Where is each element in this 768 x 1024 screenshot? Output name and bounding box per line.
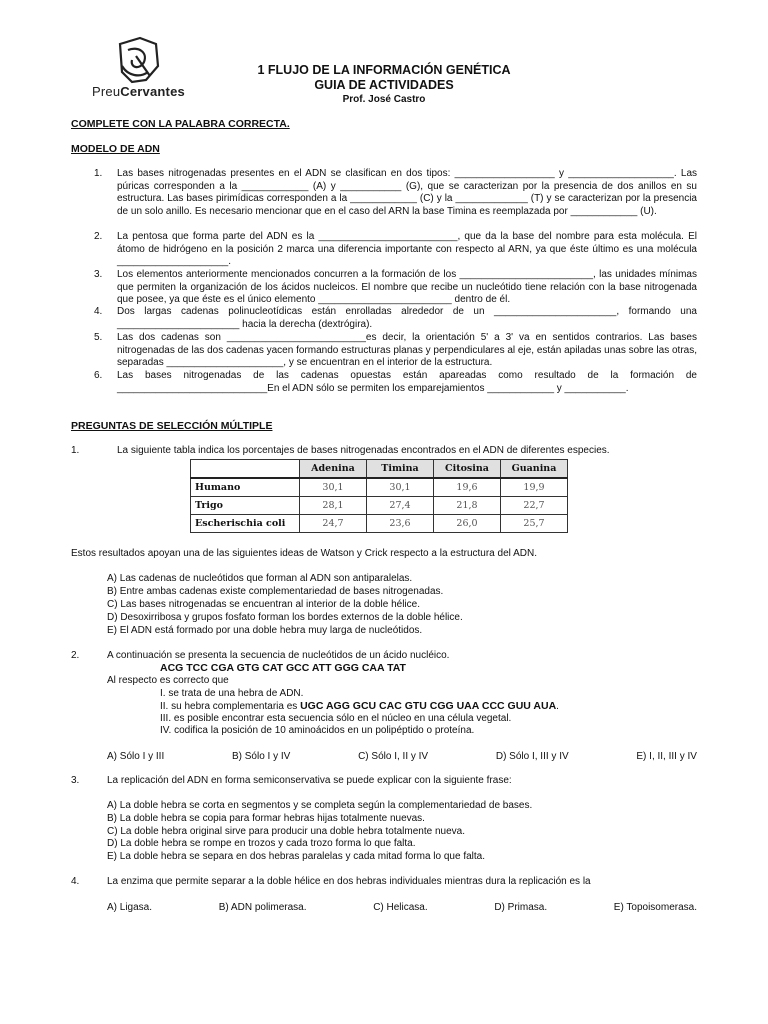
item-number: 5.	[94, 332, 103, 343]
answer-option: D) Primasa.	[494, 902, 548, 913]
logo-wordmark: PreuCervantes	[92, 84, 185, 99]
statement-2: II. su hebra complementaria es UGC AGG GCU CAC GTU CGG UAA CCC GUU AUA.	[160, 700, 559, 712]
answer-option: C) Helicasa.	[373, 902, 428, 913]
statement-1: I. se trata de una hebra de ADN.	[160, 688, 304, 699]
document-title: 1 FLUJO DE LA INFORMACIÓN GENÉTICA	[257, 63, 511, 77]
bases-table	[190, 459, 568, 533]
fill-blank-item: La pentosa que forma parte del ADN es la _________________________, que da la base del nombre para esta molécula. El átomo de hidrógeno en la posición 2 marca una diferencia importante con respecto al ARN, ya que éste último es una molécula ____________________.	[117, 231, 697, 268]
answer-option: C) La doble hebra original sirve para producir una doble hebra totalmente nueva.	[107, 826, 466, 837]
question-followup: Estos resultados apoyan una de las siguientes ideas de Watson y Crick respecto a la estructura del ADN.	[71, 548, 537, 559]
answer-option: B) Entre ambas cadenas existe complementariedad de bases nitrogenadas.	[107, 586, 444, 597]
value-cell: 26,0	[434, 515, 501, 533]
table-header: Citosina	[434, 460, 501, 479]
section-heading-complete: COMPLETE CON LA PALABRA CORRECTA.	[71, 118, 290, 130]
value-cell: 27,4	[367, 497, 434, 515]
table-header: Guanina	[501, 460, 568, 479]
answer-option: E) I, II, III y IV	[636, 751, 697, 762]
question-text: La replicación del ADN en forma semiconservativa se puede explicar con la siguiente frase:	[107, 775, 512, 786]
answer-option: C) Las bases nitrogenadas se encuentran al interior de la doble hélice.	[107, 599, 420, 610]
fill-blank-item: Los elementos anteriormente mencionados concurren a la formación de los ________________________, las unidades mínimas que permiten la organización de los ácidos nucleicos. El nombre que recibe un nucleótido tiene relación con la base nitrogenada que posee, ya que éste es el único elemento ________________________ dentro de él.	[117, 269, 697, 306]
table-corner	[191, 460, 300, 479]
value-cell: 21,8	[434, 497, 501, 515]
answer-option: B) Sólo I y IV	[231, 751, 291, 762]
species-cell: Escherischia coli	[191, 515, 300, 533]
answer-option: D) Desoxirribosa y grupos fosfato forman los bordes externos de la doble hélice.	[107, 612, 463, 623]
table-row	[191, 497, 568, 515]
answer-option: B) La doble hebra se copia para formar hebras hijas totalmente nuevas.	[107, 813, 425, 824]
document-subtitle: GUIA DE ACTIVIDADES	[314, 78, 454, 92]
statement-3: III. es posible encontrar esta secuencia sólo en el núcleo en una célula vegetal.	[160, 713, 512, 724]
answer-option: E) Topoisomerasa.	[613, 902, 697, 913]
item-number: 2.	[94, 231, 103, 242]
fill-blank-item: Las bases nitrogenadas presentes en el ADN se clasifican en dos tipos: __________________ y ___________________. Las púricas corresponden a la ____________ (A) y ___________ (G), que se caracterizan por la presencia de dos anillos en su estructura. Las bases pirimídicas corresponden a la ____________ (C) y la _____________ (T) y se caracterizan por la presencia de un solo anillo. Es necesario mencionar que en el caso del ARN la base Timina es reemplazada por ____________ (U).	[117, 168, 697, 217]
answer-option: B) ADN polimerasa.	[218, 902, 307, 913]
table-header: Timina	[367, 460, 434, 479]
question-intro: Al respecto es correcto que	[107, 675, 229, 686]
value-cell: 24,7	[300, 515, 367, 533]
fill-blank-item: Dos largas cadenas polinucleotídicas están enrolladas alrededor de un ______________________, formando una ______________________ hacia la derecha (dextrógira).	[117, 306, 697, 330]
section-subheading-modelo-adn: MODELO DE ADN	[71, 143, 160, 155]
nucleotide-sequence: ACG TCC CGA GTG CAT GCC ATT GGG CAA TAT	[160, 662, 406, 674]
question-number: 4.	[71, 876, 80, 887]
fill-blank-item: Las dos cadenas son _________________________es decir, la orientación 5' a 3' va en sentidos contrarios. Las bases nitrogenadas de las dos cadenas yacen formando estructuras planas y perpendiculares al eje, están apiladas unas sobre las otras, separadas _____________________, y se encuentran en el interior de la estructura.	[117, 332, 697, 369]
answer-option: A) Las cadenas de nucleótidos que forman al ADN son antiparalelas.	[107, 573, 413, 584]
question-text: La siguiente tabla indica los porcentajes de bases nitrogenadas encontrados en el ADN de diferentes especies.	[117, 445, 610, 456]
answer-option: A) Sólo I y III	[107, 751, 165, 762]
species-cell: Trigo	[191, 497, 300, 515]
value-cell: 22,7	[501, 497, 568, 515]
answer-option: A) La doble hebra se corta en segmentos y se completa según la complementariedad de bases.	[107, 800, 533, 811]
section-heading-multiple-choice: PREGUNTAS DE SELECCIÓN MÚLTIPLE	[71, 420, 273, 432]
table-row	[191, 515, 568, 533]
item-number: 3.	[94, 269, 103, 280]
table-header: Adenina	[300, 460, 367, 479]
answer-option: C) Sólo I, II y IV	[358, 751, 429, 762]
value-cell: 28,1	[300, 497, 367, 515]
table-row	[191, 478, 568, 497]
question-number: 1.	[71, 445, 80, 456]
answer-options-row	[107, 751, 697, 762]
answer-options-row	[107, 902, 697, 913]
answer-option: E) El ADN está formado por una doble hebra muy larga de nucleótidos.	[107, 625, 423, 636]
species-cell: Humano	[191, 478, 300, 497]
item-number: 1.	[94, 168, 103, 179]
answer-option: D) Sólo I, III y IV	[495, 751, 569, 762]
value-cell: 30,1	[300, 478, 367, 497]
statement-4: IV. codifica la posición de 10 aminoácidos en un polipéptido o proteína.	[160, 725, 475, 736]
fill-blank-item: Las bases nitrogenadas de las cadenas opuestas están apareadas como resultado de la formación de ___________________________En el ADN sólo se permiten los emparejamientos ____________ y ___________.	[117, 370, 697, 394]
value-cell: 23,6	[367, 515, 434, 533]
item-number: 6.	[94, 370, 103, 381]
value-cell: 19,6	[434, 478, 501, 497]
answer-option: E) La doble hebra se separa en dos hebras paralelas y cada mitad forma lo que falta.	[107, 851, 486, 862]
item-number: 4.	[94, 306, 103, 317]
answer-option: A) Ligasa.	[107, 902, 153, 913]
value-cell: 25,7	[501, 515, 568, 533]
answer-option: D) La doble hebra se rompe en trozos y cada trozo forma lo que falta.	[107, 838, 416, 849]
question-number: 2.	[71, 650, 80, 661]
value-cell: 19,9	[501, 478, 568, 497]
question-text: A continuación se presenta la secuencia de nucleótidos de un ácido nucléico.	[107, 650, 450, 661]
question-number: 3.	[71, 775, 80, 786]
question-text: La enzima que permite separar a la doble hélice en dos hebras individuales mientras dura la replicación es la	[107, 876, 591, 887]
document-author: Prof. José Castro	[342, 94, 426, 105]
value-cell: 30,1	[367, 478, 434, 497]
